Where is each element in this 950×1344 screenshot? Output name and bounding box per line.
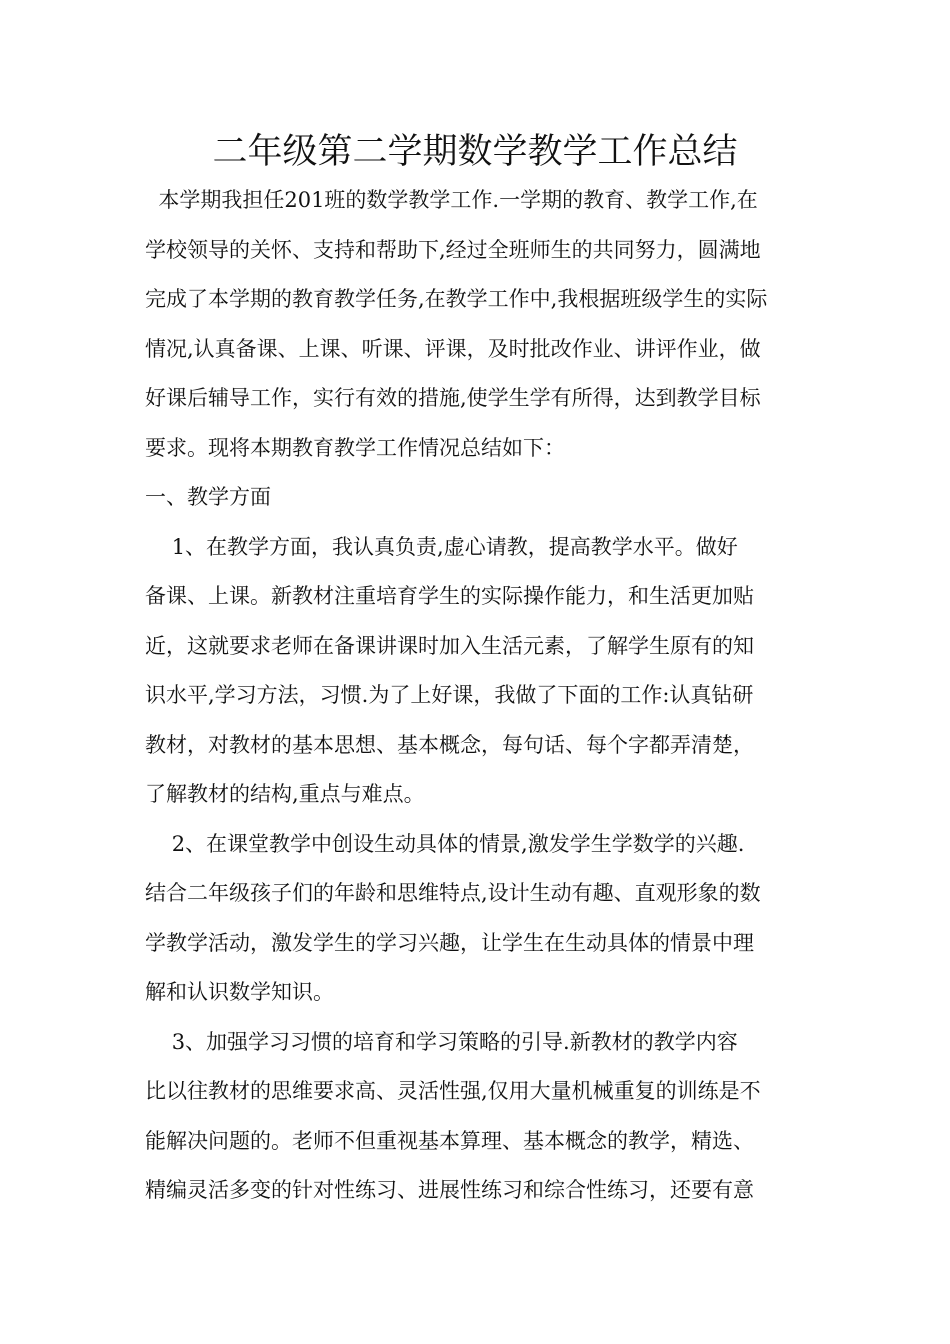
text-line: 能解决问题的。老师不但重视基本算理、基本概念的教学，精选、 [145,1128,754,1153]
text-line: 比以往教材的思维要求高、灵活性强,仅用大量机械重复的训练是不 [145,1079,761,1103]
document-body [145,176,815,1216]
text-line: 好课后辅导工作，实行有效的措施,使学生学有所得，达到教学目标 [145,386,761,410]
text-line: 备课、上课。新教材注重培育学生的实际操作能力，和生活更加贴 [145,584,754,608]
section-heading: 一、教学方面 [145,485,271,509]
text-line: 要求。现将本期教育教学工作情况总结如下： [145,435,565,460]
text-line: 完成了本学期的教育教学任务,在教学工作中,我根据班级学生的实际 [145,287,768,311]
text-line: 教材，对教材的基本思想、基本概念，每句话、每个字都弄清楚， [145,732,754,757]
text-line: 学校领导的关怀、支持和帮助下,经过全班师生的共同努力，圆满地 [145,237,761,262]
text-line: 结合二年级孩子们的年龄和思维特点,设计生动有趣、直观形象的数 [145,881,761,905]
text-line: 识水平,学习方法，习惯.为了上好课，我做了下面的工作:认真钻研 [145,683,754,707]
text-line: 解和认识数学知识。 [145,980,334,1004]
text-line: 情况,认真备课、上课、听课、评课，及时批改作业、讲评作业，做 [145,336,761,361]
text-line: 2、在课堂教学中创设生动具体的情景,激发学生学数学的兴趣. [145,831,745,856]
text-line: 精编灵活多变的针对性练习、进展性练习和综合性练习，还要有意 [145,1178,754,1202]
text-line: 本学期我担任201班的数学教学工作.一学期的教育、教学工作,在 [145,188,758,212]
text-line: 了解教材的结构,重点与难点。 [145,782,425,806]
text-line: 学教学活动，激发学生的学习兴趣，让学生在生动具体的情景中理 [145,930,754,955]
text-line: 3、加强学习习惯的培育和学习策略的引导.新教材的教学内容 [145,1029,738,1054]
text-line: 近，这就要求老师在备课讲课时加入生活元素，了解学生原有的知 [145,633,754,658]
document-title: 二年级第二学期数学教学工作总结 [212,132,738,172]
text-line: 1、在教学方面，我认真负责,虚心请教，提高教学水平。做好 [145,534,738,559]
